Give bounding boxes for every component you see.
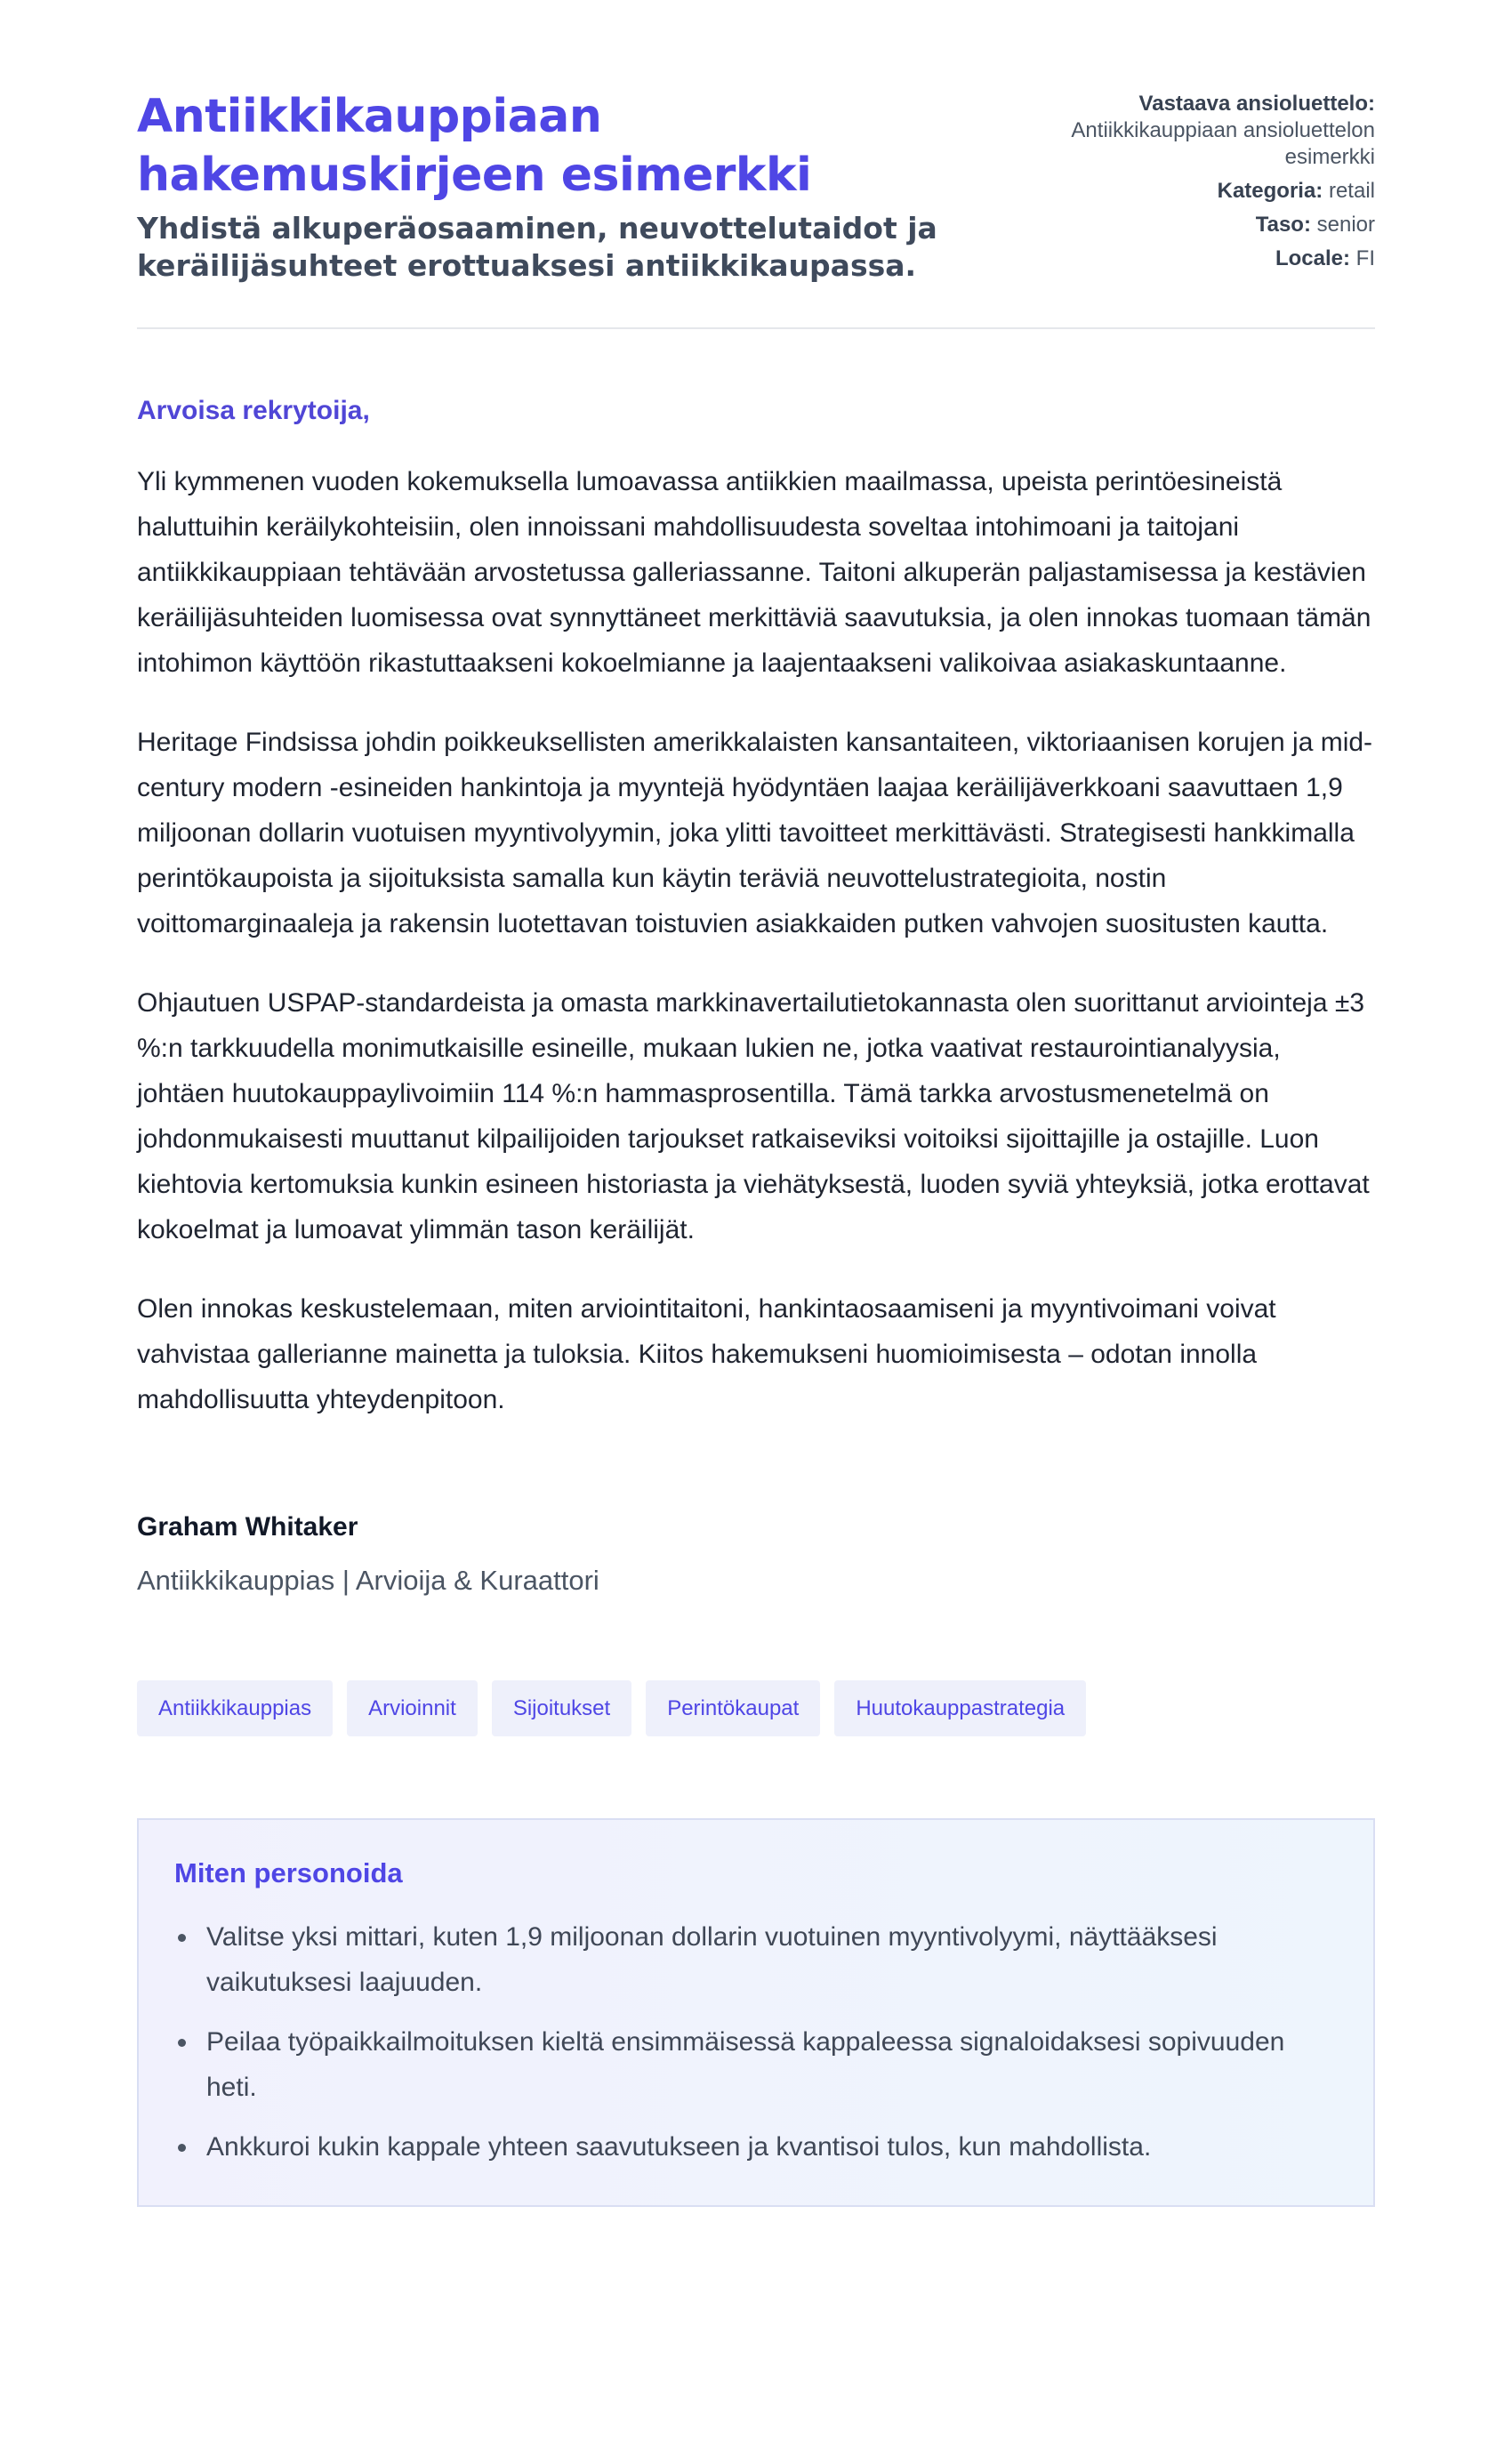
signature-role: Antiikkikauppias | Arvioija & Kuraattori (137, 1565, 599, 1596)
tag-list (137, 1680, 1375, 1736)
letter-greeting: Arvoisa rekrytoija, (137, 396, 370, 425)
bullet-icon (178, 2039, 186, 2047)
header-title-block (137, 87, 937, 285)
tip-text: Peilaa työpaikkailmoituksen kieltä ensimmäisessä kappaleessa signaloidaksesi sopivuuden heti. (206, 2027, 1285, 2102)
signature-block (137, 1510, 1375, 1598)
page-header (137, 87, 1375, 329)
meta-level (1001, 212, 1375, 238)
tips-list (174, 1914, 1338, 2170)
meta-category (1001, 178, 1375, 205)
meta-level-label: Taso: (1255, 213, 1311, 237)
letter-paragraph-4: Olen innokas keskustelemaan, miten arviointitaitoni, hankintaosaamiseni ja myyntivoimani voivat vahvistaa gallerianne mainetta ja tuloksia. Kiitos hakemukseni huomioimisesta – odotan innolla mahdollisuutta yhteydenpitoon. (137, 1294, 1276, 1414)
meta-locale-value: FI (1355, 246, 1375, 270)
bullet-icon (178, 2144, 186, 2152)
tip-text: Ankkuroi kukin kappale yhteen saavutukseen ja kvantisoi tulos, kun mahdollista. (206, 2132, 1152, 2162)
tips-title: Miten personoida (174, 1857, 403, 1888)
tag-antiikkikauppias[interactable]: Antiikkikauppias (137, 1680, 333, 1736)
page-title: Antiikkikauppiaan hakemuskirjeen esimerkki (137, 90, 812, 202)
tip-item (174, 2124, 1338, 2170)
letter-paragraph-1: Yli kymmenen vuoden kokemuksella lumoavassa antiikkien maailmassa, upeista perintöesineistä haluttuihin keräilykohteisiin, olen innoissani mahdollisuudesta soveltaa intohimoani ja taitojani antiikkikauppiaan tehtävään arvostetussa galleriassanne. Taitoni alkuperän paljastamisessa ja kestävien keräilijäsuhteiden luomisessa ovat synnyttäneet merkittäviä saavutuksia, ja olen innokas tuomaan tämän intohimon käyttöön rikastuttaakseni kokoelmianne ja laajentaakseni valikoivaa asiakaskuntaanne. (137, 467, 1371, 678)
tag-perintokaupat[interactable]: Perintökaupat (646, 1680, 820, 1736)
bullet-icon (178, 1934, 186, 1942)
meta-category-value: retail (1328, 179, 1375, 203)
meta-locale-label: Locale: (1275, 246, 1350, 270)
signature-name: Graham Whitaker (137, 1512, 358, 1542)
letter-paragraph-3: Ohjautuen USPAP-standardeista ja omasta markkinavertailutietokannasta olen suorittanut arviointeja ±3 %:n tarkkuudella monimutkaisille esineille, mukaan lukien ne, jotka vaativat restaurointianalyysia, johtäen huutokauppaylivoimiin 114 %:n hammasprosentilla. Tämä tarkka arvostusmenetelmä on johdonmukaisesti muuttanut kilpailijoiden tarjoukset ratkaiseviksi voitoiksi sijoittajille ja ostajille. Luon kiehtovia kertomuksia kunkin esineen historiasta ja viehätyksestä, luoden syviä yhteyksiä, jotka erottavat kokoelmat ja lumoavat ylimmän tason keräilijät. (137, 988, 1370, 1244)
tip-item (174, 2019, 1338, 2110)
meta-resume-label: Vastaava ansioluettelo: (1138, 92, 1375, 116)
meta-resume-link[interactable]: Antiikkikauppiaan ansioluettelon esimerkki (1071, 118, 1375, 169)
tip-item (174, 1914, 1338, 2005)
page-subtitle: Yhdistä alkuperäosaaminen, neuvottelutaidot ja keräilijäsuhteet erottuaksesi antiikkikaupassa. (137, 211, 937, 283)
personalization-tips-box (137, 1818, 1375, 2207)
tag-sijoitukset[interactable]: Sijoitukset (492, 1680, 631, 1736)
tag-huutokauppastrategia[interactable]: Huutokauppastrategia (834, 1680, 1086, 1736)
meta-level-value: senior (1316, 213, 1375, 237)
meta-category-label: Kategoria: (1217, 179, 1323, 203)
letter-paragraph-2: Heritage Findsissa johdin poikkeuksellisten amerikkalaisten kansantaiteen, viktoriaanisen korujen ja mid-century modern -esineiden hankintoja ja myyntejä hyödyntäen laajaa keräilijäverkkoani saavuttaen 1,9 miljoonan dollarin vuotuisen myyntivolyymin, joka ylitti tavoitteet merkittävästi. Strategisesti hankkimalla perintökaupoista ja sijoituksista samalla kun käytin teräviä neuvottelustrategioita, nostin voittomarginaaleja ja rakensin luotettavan toistuvien asiakkaiden putken vahvojen suositusten kautta. (137, 728, 1373, 938)
tip-text: Valitse yksi mittari, kuten 1,9 miljoonan dollarin vuotuinen myyntivolyymi, näyttääksesi vaikutuksesi laajuuden. (206, 1922, 1218, 1997)
meta-related-resume (1001, 91, 1375, 171)
tag-arvioinnit[interactable]: Arvioinnit (347, 1680, 478, 1736)
meta-locale (1001, 246, 1375, 272)
meta-panel (1001, 87, 1375, 279)
